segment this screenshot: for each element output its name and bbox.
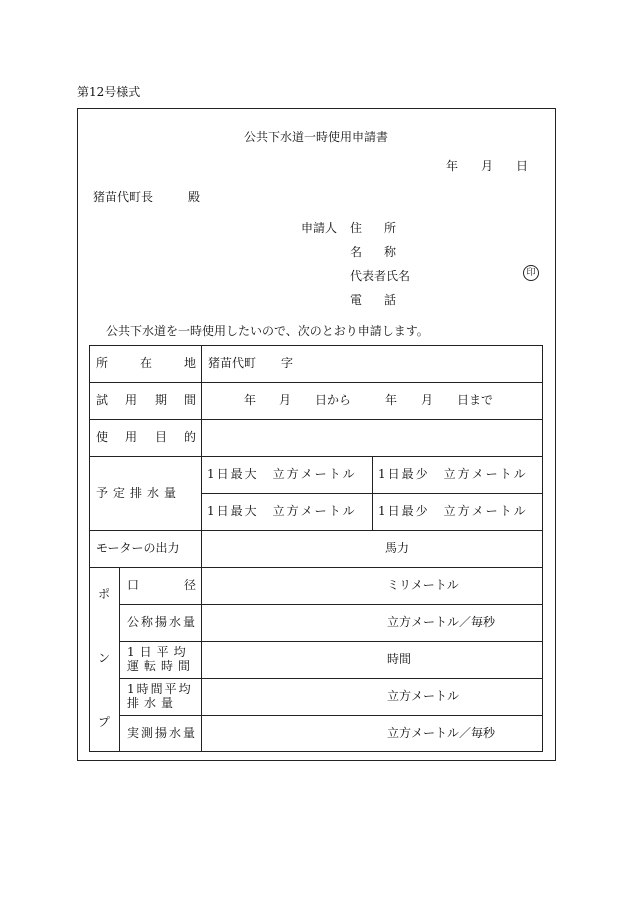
pump-nominal-label: 公称揚水量 <box>127 615 198 629</box>
purpose-label-3: 目 <box>155 430 168 444</box>
period-label-3: 期 <box>155 393 168 407</box>
pump-measured-label: 実測揚水量 <box>127 726 198 740</box>
application-statement: 公共下水道を一時使用したいので、次のとおり申請します。 <box>106 324 429 338</box>
period-to-month: 月 <box>421 393 434 407</box>
period-label-1: 試 <box>96 393 109 407</box>
location-label-1: 所 <box>96 356 109 370</box>
location-aza: 字 <box>281 356 294 370</box>
pump-hourly-unit: 立方メートル <box>387 689 460 703</box>
applicant-label: 申請人 <box>301 221 338 235</box>
motor-unit: 馬力 <box>385 541 410 555</box>
date-year: 年 <box>446 159 459 173</box>
purpose-label-2: 用 <box>125 430 138 444</box>
location-label-3: 地 <box>184 356 197 370</box>
pump-nominal-unit: 立方メートル／毎秒 <box>387 615 496 629</box>
date-day: 日 <box>516 159 529 173</box>
drainage-min-2: 1日最少 立方メートル <box>378 504 528 518</box>
name-label-1: 名 <box>350 245 363 259</box>
address-label-2: 所 <box>384 221 397 235</box>
table-line <box>89 345 543 346</box>
table-line <box>89 382 543 383</box>
name-label-2: 称 <box>384 245 397 259</box>
motor-label: モーターの出力 <box>96 541 180 555</box>
pump-daily-unit: 時間 <box>387 652 412 666</box>
table-line <box>89 567 543 568</box>
purpose-label-1: 使 <box>96 430 109 444</box>
pump-daily-label-2: 運転時間 <box>127 659 196 673</box>
table-line <box>119 567 120 752</box>
location-label-2: 在 <box>140 356 153 370</box>
table-line <box>119 604 543 605</box>
seal-icon: 印 <box>523 265 539 281</box>
pump-bore-label-1: 口 <box>127 578 140 592</box>
table-line <box>89 345 90 752</box>
period-to-year: 年 <box>385 393 398 407</box>
form-number: 第12号様式 <box>77 85 141 99</box>
purpose-label-4: 的 <box>184 430 197 444</box>
address-label-1: 住 <box>350 221 363 235</box>
period-to-day: 日まで <box>457 393 494 407</box>
table-line <box>372 456 373 531</box>
table-line <box>119 678 543 679</box>
pump-bore-label-2: 径 <box>184 578 197 592</box>
table-line <box>201 345 202 752</box>
pump-label-1: ポ <box>98 587 111 601</box>
representative-label: 代表者氏名 <box>350 269 411 283</box>
phone-label-1: 電 <box>350 293 363 307</box>
drainage-max-1: 1日最大 立方メートル <box>207 467 357 481</box>
phone-label-2: 話 <box>384 293 397 307</box>
table-line <box>542 345 543 752</box>
pump-daily-label-1: 1日平均 <box>127 645 191 659</box>
table-line <box>89 456 543 457</box>
location-town: 猪苗代町 <box>208 356 257 370</box>
table-line <box>119 715 543 716</box>
pump-bore-unit: ミリメートル <box>387 578 459 592</box>
period-from-day: 日から <box>315 393 352 407</box>
period-label-2: 用 <box>125 393 138 407</box>
table-line <box>89 751 543 752</box>
pump-measured-unit: 立方メートル／毎秒 <box>387 726 496 740</box>
drainage-max-2: 1日最大 立方メートル <box>207 504 357 518</box>
table-line <box>89 419 543 420</box>
period-label-4: 間 <box>184 393 197 407</box>
date-month: 月 <box>481 159 494 173</box>
pump-hourly-label-2: 排水量 <box>127 696 179 710</box>
period-from-year: 年 <box>244 393 257 407</box>
table-line <box>89 530 543 531</box>
drainage-min-1: 1日最少 立方メートル <box>378 467 528 481</box>
pump-hourly-label-1: 1時間平均 <box>127 682 193 696</box>
form-title: 公共下水道一時使用申請書 <box>244 130 389 144</box>
addressee-name: 猪苗代町長 <box>93 190 154 204</box>
addressee-honorific: 殿 <box>188 190 201 204</box>
table-line <box>119 641 543 642</box>
period-from-month: 月 <box>279 393 292 407</box>
pump-label-2: ン <box>98 651 111 665</box>
pump-label-3: プ <box>98 715 111 729</box>
drainage-label: 予定排水量 <box>96 486 182 500</box>
